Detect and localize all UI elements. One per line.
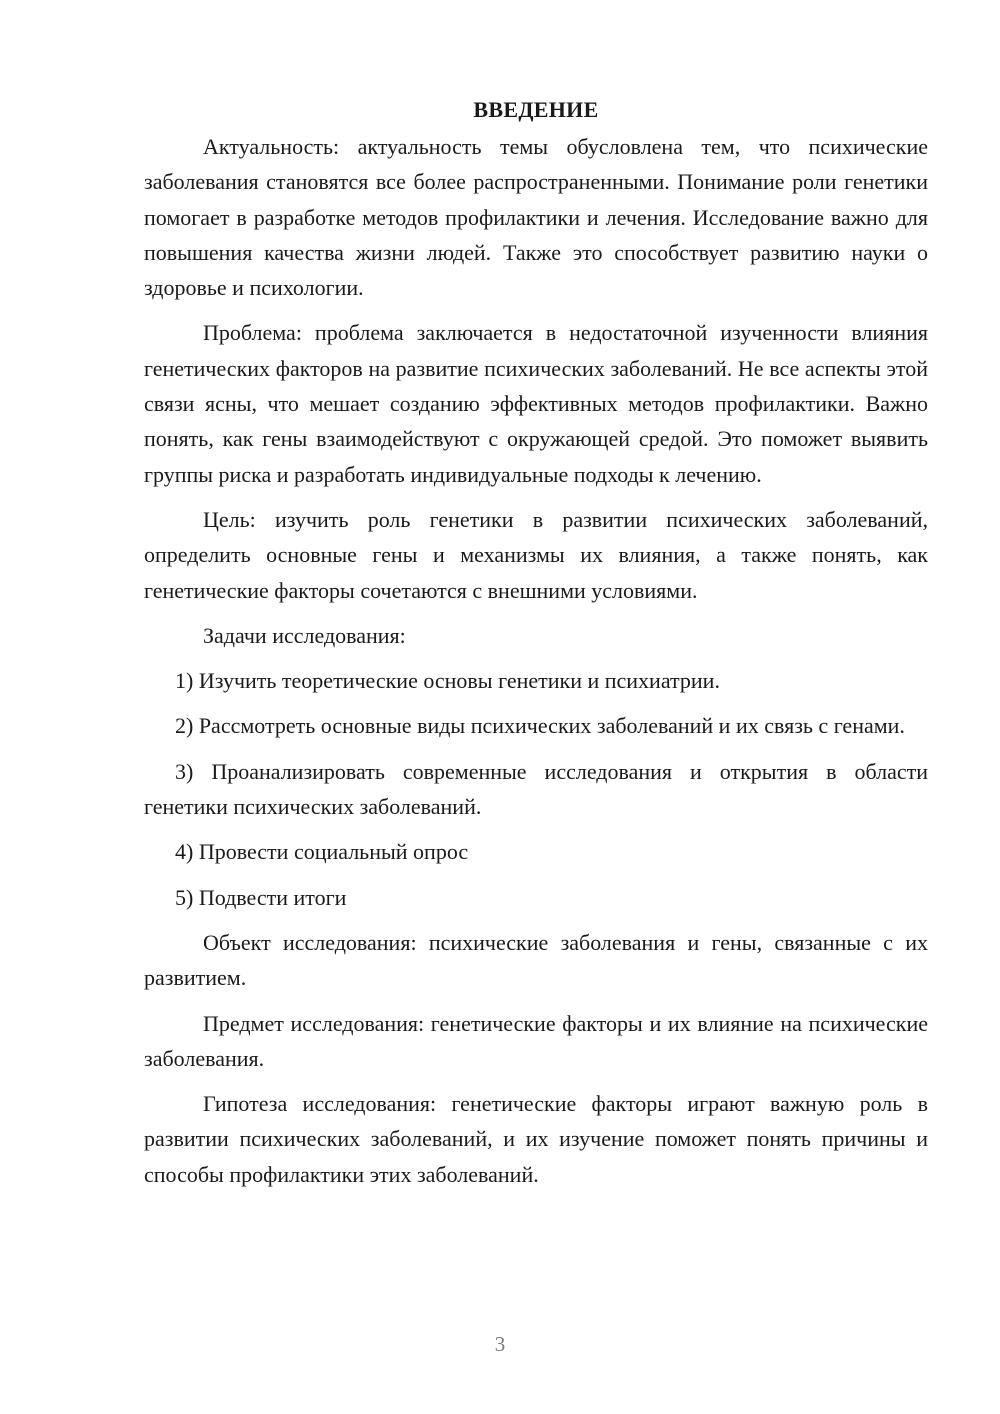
task-item-3: 3) Проанализировать современные исследования и открытия в области генетики психических заболеваний. <box>144 758 928 820</box>
section-title: ВВЕДЕНИЕ <box>473 97 599 122</box>
subject-paragraph: Предмет исследования: генетические факторы и их влияние на психические заболевания. <box>144 1010 928 1071</box>
task-item-1: 1) Изучить теоретические основы генетики и психиатрии. <box>175 668 720 694</box>
tasks-list <box>144 663 928 915</box>
task-item-4: 4) Провести социальный опрос <box>175 839 469 865</box>
object-paragraph: Объект исследования: психические заболевания и гены, связанные с их развитием. <box>144 929 928 991</box>
document-page <box>144 92 928 1202</box>
relevance-paragraph: Актуальность: актуальность темы обусловлена тем, что психические заболевания становятся все более распространенными. Понимание роли генетики помогает в разработке методов профилактики и лечения. Исследование важно для повышения качества жизни людей. Также это способствует развитию науки о здоровье и психологии. <box>144 134 928 301</box>
tasks-heading: Задачи исследования: <box>203 622 406 648</box>
task-item-5: 5) Подвести итоги <box>175 884 347 910</box>
problem-paragraph: Проблема: проблема заключается в недостаточной изученности влияния генетических факторов на развитие психических заболеваний. Не все аспекты этой связи ясны, что мешает созданию эффективных методов профилактики. Важно понять, как гены взаимодействуют с окружающей средой. Это поможет выявить группы риска и разработать индивидуальные подходы к лечению. <box>144 320 928 487</box>
page-number: 3 <box>494 1332 506 1356</box>
hypothesis-paragraph: Гипотеза исследования: генетические факторы играют важную роль в развитии психических заболеваний, и их изучение поможет понять причины и способы профилактики этих заболеваний. <box>144 1091 928 1187</box>
task-item-2: 2) Рассмотреть основные виды психических заболеваний и их связь с генами. <box>175 713 905 739</box>
goal-paragraph: Цель: изучить роль генетики в развитии психических заболеваний, определить основные гены и механизмы их влияния, а также понять, как генетические факторы сочетаются с внешними условиями. <box>144 506 928 603</box>
